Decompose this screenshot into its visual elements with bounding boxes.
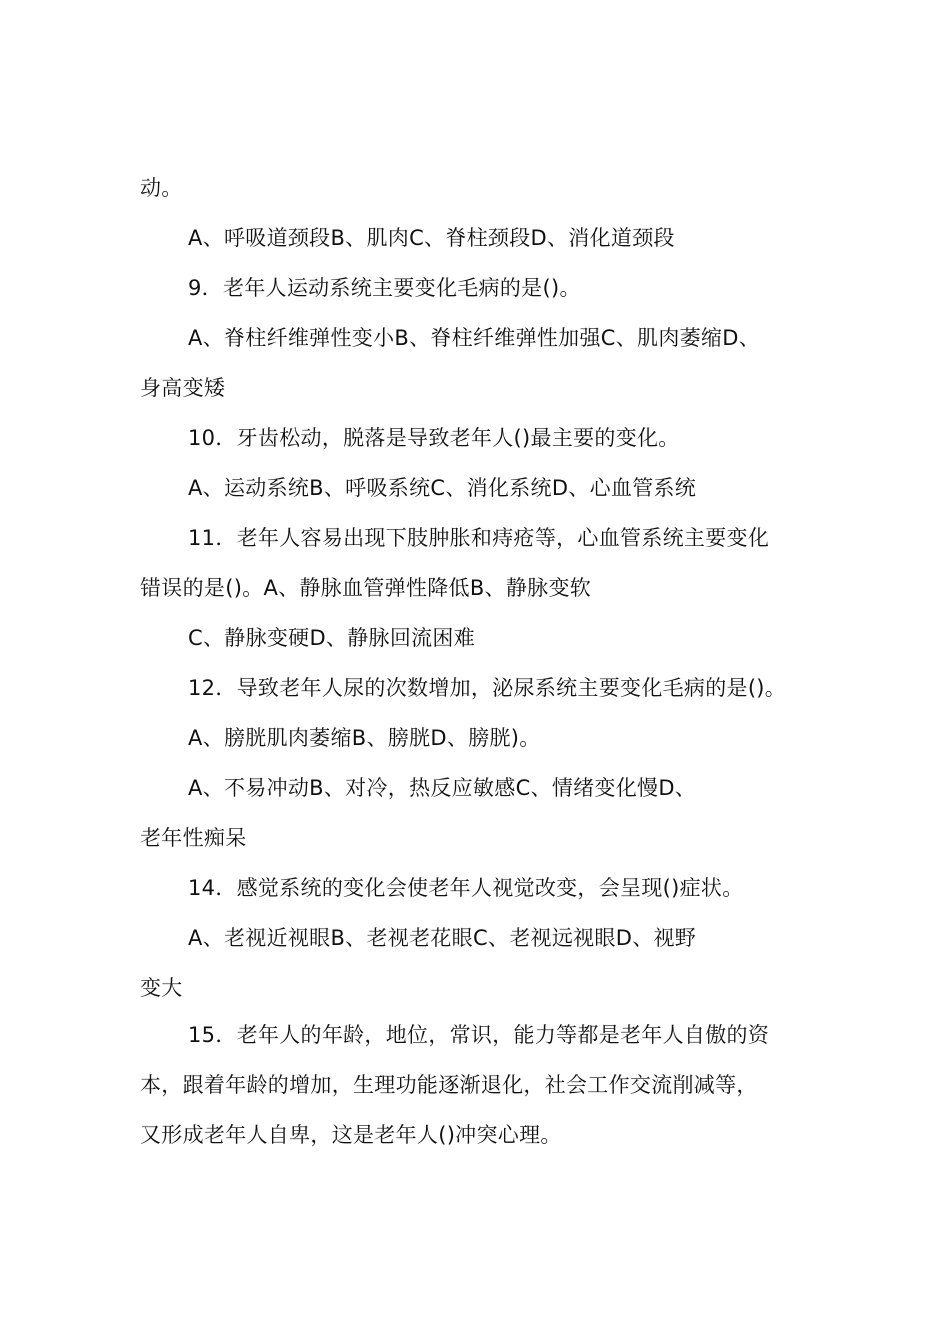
text-line: 老年性痴呆 <box>140 826 247 850</box>
text-line: A、不易冲动B、对冷，热反应敏感C、情绪变化慢D、 <box>188 776 697 800</box>
text-line: A、运动系统B、呼吸系统C、消化系统D、心血管系统 <box>188 476 697 500</box>
text-line: 12．导致老年人尿的次数增加，泌尿系统主要变化毛病的是()。 <box>188 676 787 700</box>
text-line: 身高变矮 <box>140 376 226 400</box>
text-line: 错误的是()。A、静脉血管弹性降低B、静脉变软 <box>140 576 592 600</box>
text-line: 本，跟着年龄的增加，生理功能逐渐退化，社会工作交流削减等， <box>140 1073 758 1097</box>
text-line: 10．牙齿松动，脱落是导致老年人()最主要的变化。 <box>188 426 680 450</box>
text-line: 9．老年人运动系统主要变化毛病的是()。 <box>188 276 581 300</box>
text-line: 又形成老年人自卑，这是老年人()冲突心理。 <box>140 1123 562 1147</box>
text-line: 变大 <box>140 976 183 1000</box>
text-line: 11．老年人容易出现下肢肿胀和痔疮等，心血管系统主要变化 <box>188 526 770 550</box>
text-line: A、脊柱纤维弹性变小B、脊柱纤维弹性加强C、肌肉萎缩D、 <box>188 326 761 350</box>
text-line: A、老视近视眼B、老视老花眼C、老视远视眼D、视野 <box>188 926 697 950</box>
text-line: A、呼吸道颈段B、肌肉C、脊柱颈段D、消化道颈段 <box>188 226 675 250</box>
text-line: C、静脉变硬D、静脉回流困难 <box>188 626 476 650</box>
text-line: 15．老年人的年龄，地位，常识，能力等都是老年人自傲的资 <box>188 1023 770 1047</box>
text-line: 动。 <box>140 176 183 200</box>
text-line: 14．感觉系统的变化会使老年人视觉改变，会呈现()症状。 <box>188 876 744 900</box>
text-line: A、膀胱肌肉萎缩B、膀胱D、膀胱)。 <box>188 726 541 750</box>
